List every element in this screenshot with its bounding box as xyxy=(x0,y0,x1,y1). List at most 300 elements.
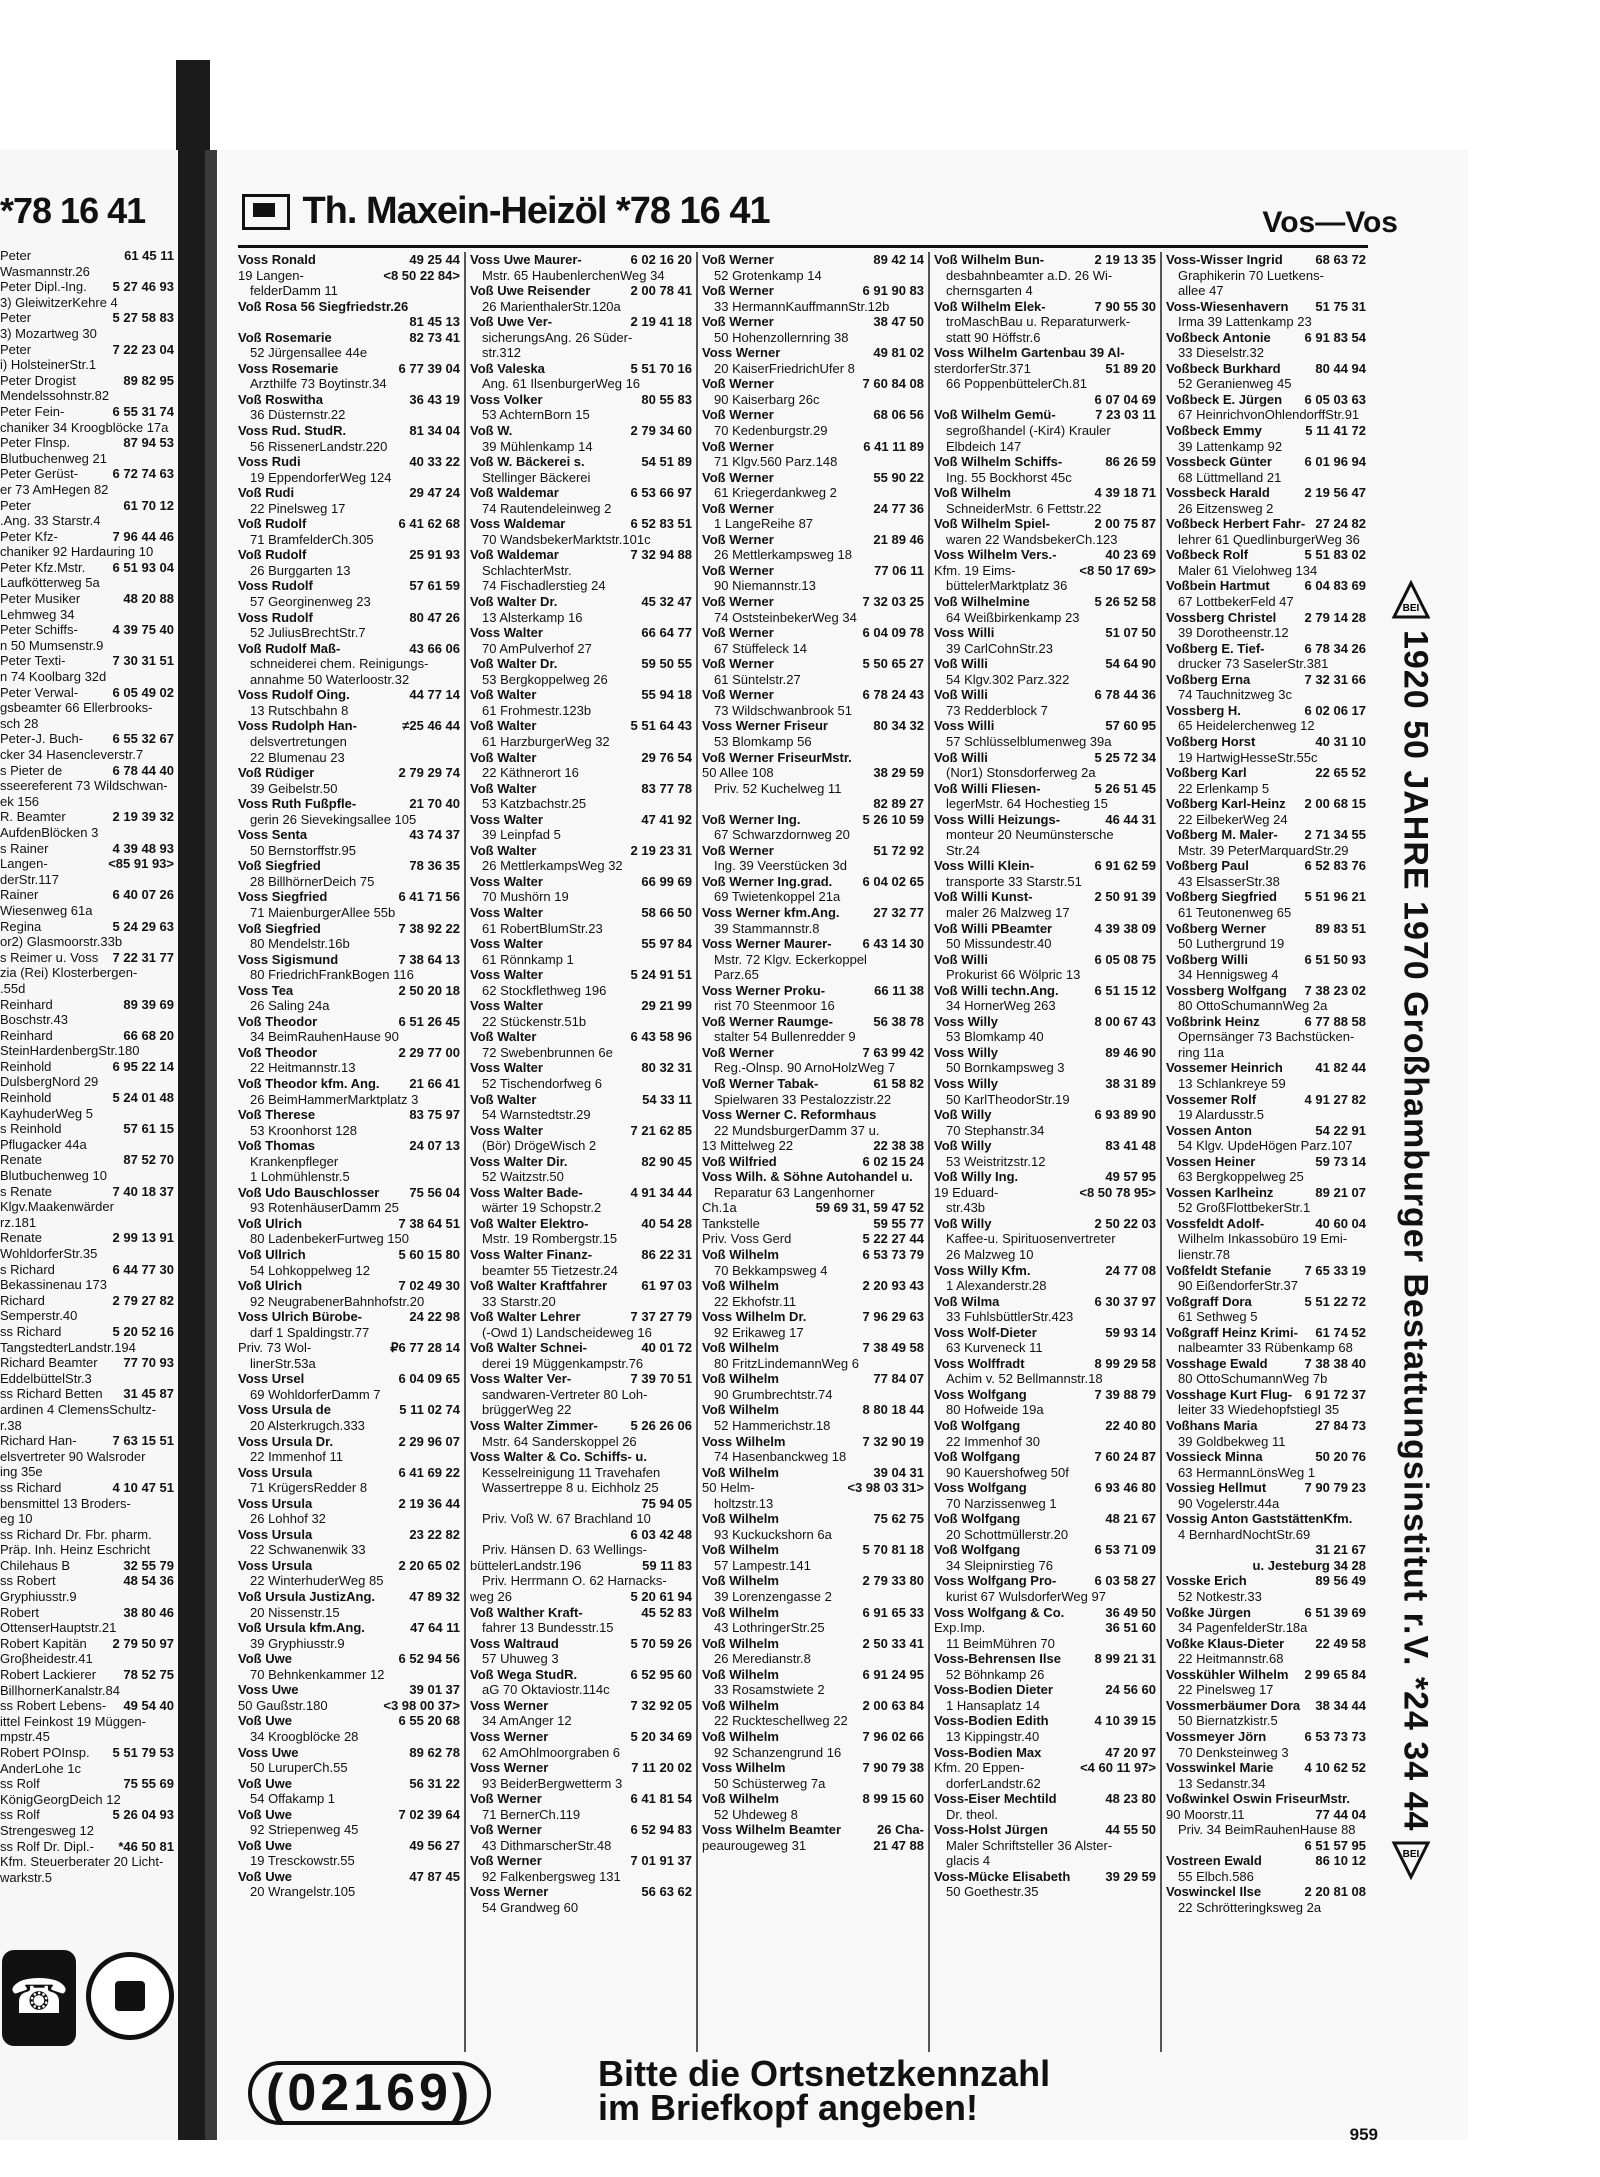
listing-entry xyxy=(0,856,178,872)
listing-text: s Renate xyxy=(0,1183,53,1199)
listing-entry xyxy=(0,809,178,825)
listing-continuation xyxy=(470,330,692,346)
listing-text: Ch.1a xyxy=(702,1200,737,1216)
listing-text: eg 10 xyxy=(0,1511,33,1527)
listing-entry xyxy=(470,1822,692,1838)
listing-text: segroßhandel (-Kir4) Krauler xyxy=(946,423,1111,439)
phone-number: 6 52 83 51 xyxy=(630,516,692,532)
listing-entry xyxy=(934,921,1156,937)
phone-number: 48 54 36 xyxy=(123,1573,174,1589)
listing-entry xyxy=(702,439,924,455)
phone-number: 46 44 31 xyxy=(1105,811,1156,827)
phone-number: 57 61 59 xyxy=(409,578,460,594)
listing-entry xyxy=(470,1340,692,1356)
listing-entry xyxy=(238,1776,460,1792)
listing-continuation xyxy=(238,843,460,859)
listing-text: R. Beamter xyxy=(0,809,66,825)
listing-continuation xyxy=(934,1853,1156,1869)
listing-text: 70 Narzissenweg 1 xyxy=(946,1495,1057,1511)
listing-text: Vossbeck Günter xyxy=(1166,454,1272,470)
listing-continuation xyxy=(702,1620,924,1636)
phone-number: 86 22 31 xyxy=(641,1247,692,1262)
directory-page xyxy=(218,150,1468,2144)
listing-text: 52 Jürgensallee 44e xyxy=(250,345,368,361)
listing-entry xyxy=(1166,952,1366,968)
listing-text: Voß Walter Elektro- xyxy=(470,1215,589,1231)
phone-number: 77 84 07 xyxy=(873,1371,924,1387)
listing-text: Peter Schiffs- xyxy=(0,622,78,638)
listing-text: 65 Heidelerchenweg 12 xyxy=(1178,718,1315,734)
listing-text: ek 156 xyxy=(0,793,40,809)
listing-entry xyxy=(934,1045,1156,1061)
listing-text: 39 Goldbekweg 11 xyxy=(1178,1433,1286,1449)
listing-text: Vossbeck Harald xyxy=(1166,485,1270,501)
listing-text: Voß Rudolf Maß- xyxy=(238,640,341,656)
phone-number: <8 50 78 95> xyxy=(1079,1184,1156,1200)
listing-continuation xyxy=(934,796,1156,812)
listing-entry xyxy=(0,1340,178,1356)
listing-text: Krankenpfleger xyxy=(250,1153,339,1169)
listing-continuation xyxy=(238,1511,460,1527)
listing-entry xyxy=(0,1496,178,1512)
listing-entry xyxy=(238,1651,460,1667)
listing-entry xyxy=(470,423,692,439)
listing-entry xyxy=(1166,1387,1366,1403)
listing-text: 74 OststeinbekerWeg 34 xyxy=(714,609,857,625)
listing-text: Voßgraff Heinz Krimi- xyxy=(1166,1324,1298,1340)
column-divider xyxy=(464,252,466,2052)
listing-entry xyxy=(702,1138,924,1154)
listing-continuation xyxy=(1166,501,1366,517)
listing-entry xyxy=(0,1074,178,1090)
listing-text: Voß Werner xyxy=(470,1822,542,1838)
phone-number: 6 51 93 04 xyxy=(112,559,174,575)
listing-continuation xyxy=(1166,1076,1366,1092)
listing-continuation xyxy=(1166,656,1366,672)
listing-continuation xyxy=(1166,1776,1366,1792)
listing-text: Voßberg E. Tief- xyxy=(1166,640,1265,656)
listing-entry xyxy=(0,1168,178,1184)
listing-text: Voss Rudolf xyxy=(238,609,313,625)
listing-text: Voss Wolfgang & Co. xyxy=(934,1604,1065,1620)
listing-continuation xyxy=(238,345,460,361)
listing-text: allee 47 xyxy=(1178,283,1224,299)
listing-text: 26 Burggarten 13 xyxy=(250,562,351,578)
listing-text: Voß Wilhelm xyxy=(702,1635,779,1651)
listing-continuation xyxy=(1166,1589,1366,1605)
phone-number: 6 53 73 79 xyxy=(862,1247,924,1262)
listing-text: 53 Bergkoppelweg 26 xyxy=(482,671,608,687)
phone-number: 6 93 89 90 xyxy=(1094,1107,1156,1123)
listing-text: 71 MaienburgerAllee 55b xyxy=(250,904,396,920)
listing-text: 80 OttoSchumannWeg 7b xyxy=(1178,1371,1328,1387)
listing-continuation xyxy=(470,1231,692,1247)
listing-text: Voß Werner FriseurMstr. xyxy=(702,749,852,765)
listing-text: 26 Eitzensweg 2 xyxy=(1178,500,1274,516)
listing-continuation xyxy=(238,1169,460,1185)
listing-text: Voßhans Maria xyxy=(1166,1418,1258,1434)
listing-text: 90 Vogelerstr.44a xyxy=(1178,1495,1280,1511)
listing-text: waren 22 WandsbekerCh.123 xyxy=(946,531,1118,547)
listing-text: Voss Werner Friseur xyxy=(702,718,828,734)
listing-continuation xyxy=(702,1356,924,1372)
phone-number: 55 90 22 xyxy=(873,469,924,485)
bei-logo-icon xyxy=(1391,1840,1431,1880)
listing-text: Peter Verwal- xyxy=(0,684,79,700)
listing-text: EddelbüttelStr.3 xyxy=(0,1370,92,1386)
listing-continuation xyxy=(238,1542,460,1558)
listing-text: 54 Lohkoppelweg 12 xyxy=(250,1262,370,1278)
listing-entry xyxy=(934,454,1156,470)
phone-number: 86 10 12 xyxy=(1315,1853,1366,1869)
listing-continuation xyxy=(934,1698,1156,1714)
listing-continuation xyxy=(238,1123,460,1139)
listing-continuation xyxy=(1166,532,1366,548)
listing-text: 54 Grandweg 60 xyxy=(482,1899,579,1915)
listing-text: Voß Thomas xyxy=(238,1138,316,1154)
listing-text: 63 HermannLönsWeg 1 xyxy=(1178,1464,1316,1480)
listing-entry xyxy=(0,482,178,498)
listing-text: 50 KarlTheodorStr.19 xyxy=(946,1091,1070,1107)
listing-continuation xyxy=(934,330,1156,346)
listing-text: 69 WohldorferDamm 7 xyxy=(250,1386,381,1402)
phone-number: 6 41 11 89 xyxy=(863,438,924,454)
listing-text: 26 MarienthalerStr.120a xyxy=(482,298,621,314)
listing-text: 19 Eduard- xyxy=(934,1184,999,1200)
listing-text: Voß Waldemar xyxy=(470,547,559,563)
listing-entry xyxy=(470,1418,692,1434)
listing-continuation xyxy=(1166,781,1366,797)
listing-entry xyxy=(934,1014,1156,1030)
phone-number: 7 32 90 19 xyxy=(862,1433,924,1449)
listing-text: Voss Ursula xyxy=(238,1557,313,1573)
listing-continuation xyxy=(470,1138,692,1154)
previous-page-listing xyxy=(0,248,178,1885)
listing-entry xyxy=(238,1402,460,1418)
listing-entry xyxy=(1166,1667,1366,1683)
listing-text: 52 Notkestr.33 xyxy=(1178,1589,1262,1605)
listing-continuation xyxy=(470,1620,692,1636)
listing-text: Reinhard xyxy=(0,996,53,1012)
listing-continuation xyxy=(702,672,924,688)
phone-number: <3 98 03 31> xyxy=(847,1480,924,1496)
listing-text: 13 Rutschbahn 8 xyxy=(250,702,349,718)
listing-text: 22 MundsburgerDamm 37 u. xyxy=(714,1122,880,1138)
listing-continuation xyxy=(934,936,1156,952)
listing-continuation xyxy=(238,672,460,688)
phone-number: 6 91 83 54 xyxy=(1304,329,1366,345)
listing-text: Peter Dipl.-Ing. xyxy=(0,279,87,295)
listing-text: 39 Geibelstr.50 xyxy=(250,780,338,796)
listing-text: 13 Mittelweg 22 xyxy=(702,1138,794,1154)
listing-continuation xyxy=(238,703,460,719)
phone-number: 7 96 44 46 xyxy=(112,528,174,544)
listing-entry xyxy=(1166,889,1366,905)
listing-continuation xyxy=(702,1092,924,1108)
phone-number: 6 03 42 48 xyxy=(630,1526,692,1542)
listing-entry xyxy=(0,794,178,810)
listing-continuation xyxy=(934,1231,1156,1247)
listing-entry xyxy=(934,952,1156,968)
phone-number: 54 64 90 xyxy=(1105,656,1156,672)
listing-entry xyxy=(0,1511,178,1527)
listing-continuation xyxy=(238,532,460,548)
listing-text: Präp. Inh. Heinz Eschricht xyxy=(0,1542,151,1558)
listing-text: 52 GroßFlottbekerStr.1 xyxy=(1178,1200,1311,1216)
listing-entry xyxy=(238,983,460,999)
listing-entry xyxy=(0,825,178,841)
listing-text: 50 Helm- xyxy=(702,1480,755,1496)
listing-text: Voß Willy xyxy=(934,1138,992,1154)
listing-text: Voß Roswitha xyxy=(238,391,323,407)
phone-number: 31 21 67 xyxy=(1315,1542,1366,1558)
listing-entry xyxy=(0,529,178,545)
listing-entry xyxy=(1166,1760,1366,1776)
listing-continuation xyxy=(238,376,460,392)
phone-number: 48 21 67 xyxy=(1105,1511,1156,1527)
listing-continuation xyxy=(470,641,692,657)
listing-continuation xyxy=(702,1776,924,1792)
listing-entry xyxy=(238,610,460,626)
listing-text: Voßberg Siegfried xyxy=(1166,889,1277,905)
listing-text: dorferLandstr.62 xyxy=(946,1775,1041,1791)
listing-entry xyxy=(238,1247,460,1263)
listing-text: Vossberg Wolfgang xyxy=(1166,982,1287,998)
listing-text: Voß Wolfgang xyxy=(934,1449,1021,1465)
phone-number: 4 91 34 44 xyxy=(630,1184,692,1200)
listing-entry xyxy=(0,919,178,935)
phone-number: 36 49 50 xyxy=(1105,1604,1156,1620)
listing-entry xyxy=(702,1838,924,1854)
listing-continuation xyxy=(934,1029,1156,1045)
listing-entry xyxy=(470,361,692,377)
phone-number: 4 10 47 51 xyxy=(112,1479,174,1495)
listing-continuation xyxy=(470,1325,692,1341)
listing-continuation xyxy=(702,299,924,315)
listing-entry xyxy=(0,1729,178,1745)
listing-text: Vossemer Heinrich xyxy=(1166,1060,1283,1076)
listing-continuation xyxy=(934,1465,1156,1481)
listing-text: Voß Rudi xyxy=(238,485,295,501)
listing-continuation xyxy=(934,1434,1156,1450)
listing-text: 74 Rautendeleinweg 2 xyxy=(482,500,612,516)
listing-text: Voß Rüdiger xyxy=(238,765,315,781)
listing-continuation xyxy=(934,1838,1156,1854)
phone-number: 6 44 77 30 xyxy=(112,1261,174,1277)
listing-continuation xyxy=(934,734,1156,750)
phone-number: 2 50 91 39 xyxy=(1094,889,1156,905)
listing-continuation xyxy=(702,1029,924,1045)
listing-text: 63 Kurveneck 11 xyxy=(946,1340,1043,1356)
listing-continuation xyxy=(1166,376,1366,392)
phone-number: 2 79 14 28 xyxy=(1304,609,1366,625)
listing-text: Wilhelm Inkassobüro 19 Emi- xyxy=(1178,1231,1348,1247)
listing-entry xyxy=(0,1121,178,1137)
running-head: Vos—Vos xyxy=(1262,206,1398,239)
listing-continuation xyxy=(702,952,924,968)
phone-number: 7 32 03 25 xyxy=(862,594,924,610)
listing-text: Voß Rosa 56 Siegfriedstr.26 xyxy=(238,298,409,314)
listing-text: Voss Walter xyxy=(470,811,543,827)
football-icon xyxy=(86,1952,174,2040)
phone-number: 7 96 02 66 xyxy=(862,1728,924,1744)
listing-entry xyxy=(934,1185,1156,1201)
listing-text: Voß Wolfgang xyxy=(934,1418,1021,1434)
listing-continuation xyxy=(470,796,692,812)
listing-text: Voß Walter Lehrer xyxy=(470,1309,581,1325)
listing-text: Voß Wilhelm Bun- xyxy=(934,252,1045,267)
listing-text: drucker 73 SaselerStr.381 xyxy=(1178,656,1329,672)
listing-continuation xyxy=(470,889,692,905)
listing-text: 50 Schüsterweg 7a xyxy=(714,1775,826,1791)
listing-continuation xyxy=(702,1325,924,1341)
phone-number: 38 34 44 xyxy=(1315,1697,1366,1713)
listing-entry xyxy=(702,594,924,610)
listing-entry xyxy=(934,1356,1156,1372)
listing-text: Voss Walter xyxy=(470,967,543,983)
listing-continuation xyxy=(1166,1247,1366,1263)
listing-continuation xyxy=(702,516,924,532)
listing-continuation xyxy=(238,1029,460,1045)
phone-number: 81 45 13 xyxy=(409,314,460,330)
listing-entry xyxy=(0,1090,178,1106)
listing-entry xyxy=(934,781,1156,797)
listing-text: desbahnbeamter a.D. 26 Wi- xyxy=(946,267,1113,283)
listing-text: Voß Uwe Reisender xyxy=(470,283,591,299)
listing-text: Voßberg Horst xyxy=(1166,733,1256,749)
listing-text: brüggerWeg 22 xyxy=(482,1402,572,1418)
listing-entry xyxy=(1166,1511,1366,1527)
listing-text: ss Rolf xyxy=(0,1776,40,1792)
listing-continuation xyxy=(934,1309,1156,1325)
listing-continuation xyxy=(238,1667,460,1683)
listing-entry xyxy=(0,388,178,404)
listing-text: Peter-J. Buch- xyxy=(0,731,84,747)
listing-continuation xyxy=(238,501,460,517)
listing-text: Voßke Klaus-Dieter xyxy=(1166,1635,1285,1651)
listing-text: n 74 Koolbarg 32d xyxy=(0,669,107,685)
listing-continuation xyxy=(470,1356,692,1372)
listing-text: Opernsänger 73 Bachstücken- xyxy=(1178,1029,1355,1045)
listing-text: Wasmannstr.26 xyxy=(0,263,90,279)
listing-entry xyxy=(934,485,1156,501)
listing-text: Mstr. 72 Klgv. Eckerkoppel xyxy=(714,951,867,967)
phone-number: 45 32 47 xyxy=(641,594,692,610)
phone-number: 5 22 27 44 xyxy=(862,1231,924,1247)
listing-entry xyxy=(470,1853,692,1869)
listing-entry xyxy=(702,1698,924,1714)
listing-entry xyxy=(470,485,692,501)
listing-entry xyxy=(1166,610,1366,626)
previous-page-ads xyxy=(0,1950,178,2060)
listing-entry xyxy=(934,1651,1156,1667)
phone-number: 5 51 22 72 xyxy=(1304,1293,1366,1309)
listing-entry xyxy=(0,373,178,389)
listing-text: 56 RissenerLandstr.220 xyxy=(250,438,388,454)
listing-continuation xyxy=(470,1869,692,1885)
phone-number: 2 50 33 41 xyxy=(862,1635,924,1651)
listing-text: Voss-Bodien Max xyxy=(934,1744,1042,1760)
listing-entry xyxy=(934,983,1156,999)
listing-entry xyxy=(238,1496,460,1512)
listing-continuation xyxy=(702,485,924,501)
listing-text: Voß Wilhelm xyxy=(702,1697,779,1713)
listing-continuation xyxy=(702,392,924,408)
listing-continuation xyxy=(934,998,1156,1014)
listing-continuation xyxy=(934,967,1156,983)
listing-entry xyxy=(702,1667,924,1683)
listing-text: Voßberg Willi xyxy=(1166,951,1248,967)
side-banner-ad xyxy=(1373,250,1449,1910)
phone-number: 7 63 15 51 xyxy=(112,1433,174,1449)
listing-text: Voß Uwe xyxy=(238,1651,292,1667)
listing-text: Voß Uwe xyxy=(238,1713,292,1729)
listing-entry xyxy=(0,685,178,701)
phone-number: 6 53 71 09 xyxy=(1094,1542,1156,1558)
listing-entry xyxy=(0,700,178,716)
listing-text: Gryphiusstr.9 xyxy=(0,1589,77,1605)
listing-text: Voß W. Bäckerei s. xyxy=(470,454,585,470)
listing-continuation xyxy=(238,874,460,890)
listing-text: Voß Wilhelm xyxy=(702,1247,779,1262)
listing-entry xyxy=(934,1713,1156,1729)
listing-text: Voss Werner xyxy=(470,1697,549,1713)
listing-text: 33 Starstr.20 xyxy=(482,1293,556,1309)
listing-text: Peter Drogist xyxy=(0,372,76,388)
listing-text: Voß Rudolf xyxy=(238,547,307,563)
listing-text: Arzthilfe 73 Boytinstr.34 xyxy=(250,376,387,392)
listing-entry xyxy=(0,357,178,373)
listing-text: Voßbein Hartmut xyxy=(1166,578,1270,594)
listing-entry xyxy=(238,1465,460,1481)
listing-text: ss Richard xyxy=(0,1323,62,1339)
listing-entry xyxy=(1166,1729,1366,1745)
phone-number: 66 64 77 xyxy=(641,625,692,641)
listing-text: leiter 33 WiedehopfstiegI 35 xyxy=(1178,1402,1340,1418)
listing-entry xyxy=(238,516,460,532)
listing-entry xyxy=(238,1045,460,1061)
phone-number: 5 20 61 94 xyxy=(630,1589,692,1605)
phone-number: 38 31 89 xyxy=(1105,1075,1156,1091)
phone-number: 87 52 70 xyxy=(123,1152,174,1168)
listing-continuation xyxy=(934,423,1156,439)
listing-text: Robert xyxy=(0,1604,40,1620)
listing-text: 71 BernerCh.119 xyxy=(482,1806,581,1822)
listing-text: OttenserHauptstr.21 xyxy=(0,1620,117,1636)
phone-number: 6 43 58 96 xyxy=(630,1029,692,1045)
listing-text: Voss Werner xyxy=(470,1760,549,1776)
listing-text: Voß Werner xyxy=(702,562,774,578)
listing-continuation xyxy=(702,1263,924,1279)
listing-text: 90 Moorstr.11 xyxy=(1166,1806,1245,1822)
listing-continuation xyxy=(1166,1138,1366,1154)
listing-entry xyxy=(702,1340,924,1356)
listing-entry xyxy=(0,1605,178,1621)
phone-number: 40 60 04 xyxy=(1315,1215,1366,1231)
listing-text: Rainer xyxy=(0,887,39,903)
listing-entry xyxy=(470,594,692,610)
listing-text: chaniker 34 Kroogblöcke 17a xyxy=(0,419,169,435)
listing-text: 52 Hammerichstr.18 xyxy=(714,1418,831,1434)
phone-number: 6 78 34 26 xyxy=(1304,640,1366,656)
listing-continuation xyxy=(470,1776,692,1792)
phone-number: 4 39 48 93 xyxy=(112,840,174,856)
listing-text: Priv. Voß W. 67 Brachland 10 xyxy=(482,1511,651,1527)
listing-text: (Nor1) Stonsdorferweg 2a xyxy=(946,765,1096,781)
listing-text: Peter Kfz.Mstr. xyxy=(0,559,86,575)
listing-text: troMaschBau u. Reparaturwerk- xyxy=(946,314,1131,330)
listing-text: 22 Heitmannstr.68 xyxy=(1178,1651,1284,1667)
